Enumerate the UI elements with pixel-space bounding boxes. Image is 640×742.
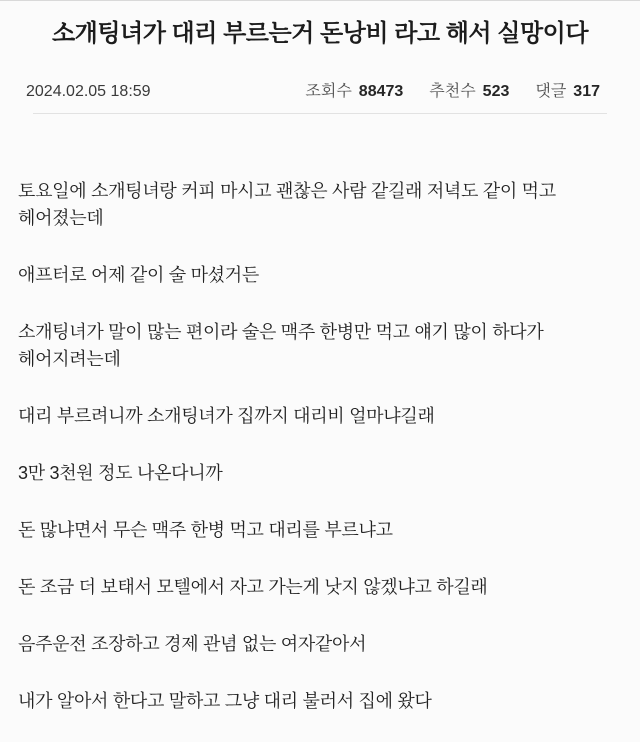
post-paragraph: 토요일에 소개팅녀랑 커피 마시고 괜찮은 사람 같길래 저녁도 같이 먹고 헤어졌는데 [18, 180, 556, 228]
post-paragraph: 돈 조금 더 보태서 모텔에서 자고 가는게 낫지 않겠냐고 하길래 [18, 576, 488, 597]
post-title: 소개팅녀가 대리 부르는거 돈낭비 라고 해서 실망이다 [51, 20, 589, 47]
comment-count-value: 317 [573, 82, 600, 100]
post-date: 2024.02.05 18:59 [26, 82, 151, 100]
post-paragraph: 애프터로 어제 같이 술 마셨거든 [18, 264, 259, 285]
upvote-count-label: 추천수 [429, 82, 476, 100]
post-paragraph: 대리 부르려니까 소개팅녀가 집까지 대리비 얼마냐길래 [18, 405, 435, 426]
post-meta-row [18, 78, 622, 101]
post-paragraph: 음주운전 조장하고 경제 관념 없는 여자같아서 [18, 633, 367, 654]
comment-count-label: 댓글 [535, 82, 567, 100]
view-count-value: 88473 [358, 82, 404, 100]
upvote-count-value: 523 [482, 82, 510, 100]
view-count [305, 78, 403, 101]
post-header [0, 1, 640, 114]
post-paragraph: 내가 알아서 한다고 말하고 그냥 대리 불러서 집에 왔다 [18, 690, 432, 711]
post-paragraph: 3만 3천원 정도 나온다니까 [18, 462, 223, 483]
view-count-label: 조회수 [305, 82, 352, 100]
post-body [0, 114, 640, 715]
comment-count [535, 78, 600, 101]
post-stats [305, 78, 618, 101]
post-paragraph: 돈 많냐면서 무슨 맥주 한병 먹고 대리를 부르냐고 [18, 519, 393, 540]
upvote-count [429, 78, 509, 101]
post-paragraph: 소개팅녀가 말이 많는 편이라 술은 맥주 한병만 먹고 얘기 많이 하다가 헤어지려는데 [18, 321, 544, 369]
